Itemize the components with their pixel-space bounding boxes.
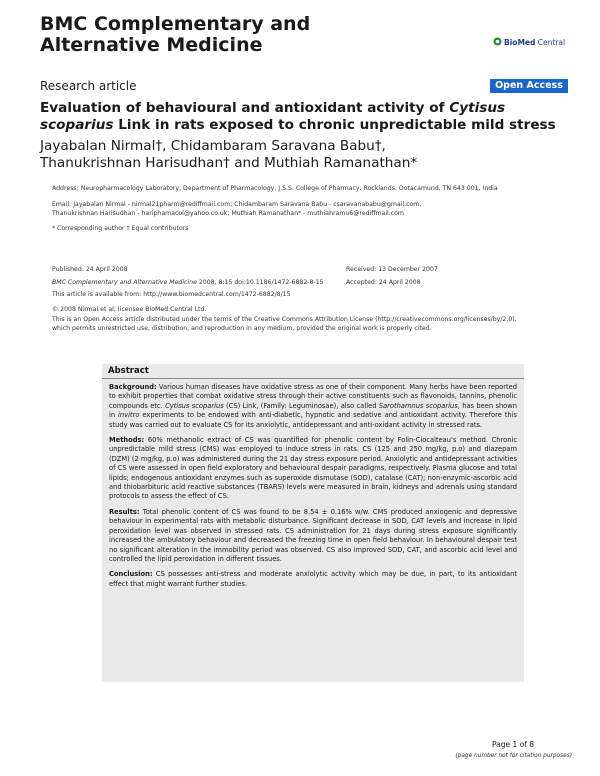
- abstract-results: [109, 508, 517, 564]
- biomed-logo-icon: [493, 37, 502, 46]
- article-title: [40, 100, 570, 134]
- conclusion-text: CS possesses anti-stress and moderate anxiolytic activity which may be due, in part, to its antioxidant effect that might warrant further studies.: [109, 570, 517, 588]
- article-title-part-1: Evaluation of behavioural and antioxidant activity of: [40, 100, 450, 116]
- publisher-logo: [493, 30, 573, 52]
- license-line-1: This is an Open Access article distributed under the terms of the Creative Commons Attribution License (http://creativecommons.org/licenses/by/2.0),: [52, 316, 517, 323]
- background-label: Background:: [109, 383, 157, 391]
- article-type: Research article: [40, 79, 137, 93]
- publication-dates: [346, 265, 546, 290]
- open-access-badge: Open Access: [490, 79, 568, 93]
- abstract-body: [109, 383, 517, 595]
- publisher-name-central: Central: [535, 38, 566, 47]
- page-number-note: (page number not for citation purposes): [455, 753, 572, 759]
- page-number: Page 1 of 8: [492, 740, 535, 749]
- published-date: Published: 24 April 2008: [52, 266, 128, 273]
- background-text: experiments to be endowed with anti-diabetic, hypnotic and sedative and antioxidant activity. Therefore this study was carried out to evaluate CS for its anxiolytic, antidepressant and anti-oxidant activity in stressed rats.: [109, 411, 517, 429]
- background-species: Cytisus scoparius: [165, 401, 224, 410]
- emails-line-1: Email: Jayabalan Nirmal - nirmal21pharm@rediffmail.com; Chidambaram Saravana Babu - csaravanababu@gmail.com;: [52, 201, 422, 208]
- journal-title-line-1: BMC Complementary and: [40, 13, 311, 35]
- background-species-synonym: Sarothamnus scoparius: [378, 401, 458, 410]
- abstract-conclusion: [109, 570, 517, 589]
- background-text: (CS) Link, (Family: Leguminosae), also called: [223, 401, 379, 410]
- author-address: Address: Neuropharmacology Laboratory, Department of Pharmacology, J.S.S. College of Pharmacy, Rocklands, Ootacamund, TN 643 001, India: [52, 185, 498, 192]
- article-title-part-2: Link in rats exposed to chronic unpredictable mild stress: [113, 117, 556, 133]
- received-date: Received: 13 December 2007: [346, 266, 438, 273]
- abstract-divider: [102, 378, 524, 379]
- accepted-date: Accepted: 24 April 2008: [346, 278, 421, 286]
- author-list: [40, 138, 570, 172]
- publication-info: [52, 265, 342, 303]
- publisher-name-biomed: BioMed: [504, 38, 536, 47]
- abstract-background: [109, 383, 517, 430]
- article-url[interactable]: This article is available from: http://www.biomedcentral.com/1472-6882/8/15: [52, 291, 291, 298]
- author-notes: * Corresponding author † Equal contributors: [52, 225, 189, 232]
- abstract-box: [102, 364, 524, 682]
- results-label: Results:: [109, 507, 140, 516]
- journal-title-line-2: Alternative Medicine: [40, 34, 263, 56]
- authors-line-2: Thanukrishnan Harisudhan† and Muthiah Ramanathan*: [40, 155, 418, 171]
- methods-text: 60% methanolic extract of CS was quantified for phenolic content by Folin-Ciocalteau's method. Chronic unpredictable mild stress (CMS) was employed to induce stress in rats. CS (125 and 250 mg/kg, p.o) and diazepam (DZM) (2 mg/kg, p.o) was administered during the 21 day stress exposure period. Anxiolytic and antidepressant activities of CS were assessed in open field exploratory and behavioural despair paradigms, respectively. Plasma glucose and total lipids; endogenous antioxidant enzymes such as superoxide dismutase (SOD), catalase (CAT); non-enzymic-ascorbic acid and thiobarbituric acid reactive substances (TBARS) levels were measured in brain, kidneys and adrenals using standard protocols to assess the effect of CS.: [109, 436, 517, 501]
- authors-line-1: Jayabalan Nirmal†, Chidambaram Saravana Babu†,: [40, 138, 386, 154]
- license-line-2: which permits unrestricted use, distribution, and reproduction in any medium, provided the original work is properly cited.: [52, 325, 432, 332]
- results-text: Total phenolic content of CS was found to be 8.54 ± 0.16% w/w. CMS produced anxiogenic and depressive behaviour in experimental rats with metabolic disturbance. Significant decrease in SOD, CAT levels and increase in lipid peroxidation level was observed in stressed rats. CS administration for 21 days during stress exposure significantly increased the ambulatory behaviour and decreased the freezing time in open field behaviour. In behavioural despair test no significant alteration in the immobility period was observed. CS also improved SOD, CAT, and ascorbic acid level and controlled the lipid peroxidation in different tissues.: [109, 507, 517, 563]
- journal-title: [40, 14, 460, 56]
- abstract-methods: [109, 436, 517, 502]
- article-title-species: Cytisus scoparius: [40, 100, 506, 133]
- citation-details: 2008, 8:15 doi:10.1186/1472-6882-8-15: [196, 278, 324, 286]
- abstract-heading: Abstract: [108, 366, 149, 376]
- background-text: , has been shown in: [109, 401, 517, 420]
- emails-line-2: Thanukrishnan Harisudhan - hariphamacol@yahoo.co.uk; Muthiah Ramanathan* - muthiahramu6@rediffmail.com: [52, 210, 404, 217]
- background-text: Various human diseases have oxidative stress as one of their component. Many herbs have been reported to exhibit properties that combat oxidative stress through their active constituents such as flavonoids, tannins, phenolic compounds etc.: [109, 383, 517, 410]
- conclusion-label: Conclusion:: [109, 570, 153, 579]
- copyright-notice: [52, 305, 577, 333]
- citation: [52, 278, 342, 287]
- author-emails: [52, 200, 577, 218]
- copyright-line: © 2008 Nirmal et al; licensee BioMed Central Ltd.: [52, 306, 207, 313]
- background-invitro: invitro: [118, 411, 140, 420]
- methods-label: Methods:: [109, 436, 145, 445]
- citation-journal: BMC Complementary and Alternative Medicine: [52, 278, 197, 286]
